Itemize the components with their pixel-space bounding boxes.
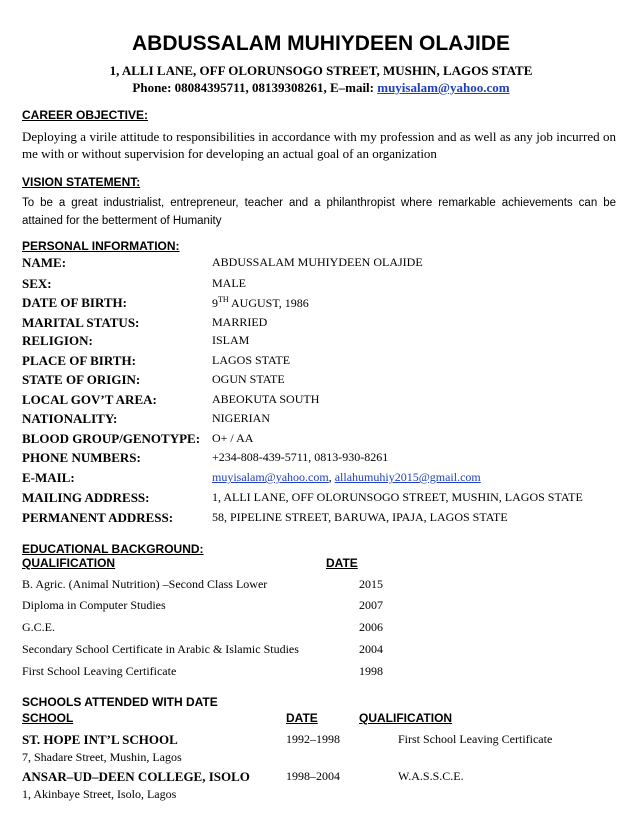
field-value: NIGERIAN: [212, 411, 270, 425]
personal-row-name: [22, 255, 620, 275]
field-label: MAILING ADDRESS:: [22, 490, 150, 505]
field-label: RELIGION:: [22, 333, 93, 348]
school-address: 1, Akinbaye Street, Isolo, Lagos: [22, 787, 177, 801]
field-value: O+ / AA: [212, 431, 254, 445]
school-name: ST. HOPE INT’L SCHOOL: [22, 732, 178, 747]
field-label: DATE OF BIRTH:: [22, 295, 127, 310]
field-label: PERMANENT ADDRESS:: [22, 510, 174, 525]
field-value: [212, 470, 481, 485]
education-qualification: Secondary School Certificate in Arabic & Islamic Studies: [22, 642, 299, 656]
field-value: ABEOKUTA SOUTH: [212, 392, 320, 406]
personal-row-email: [22, 470, 620, 490]
education-date: 1998: [359, 664, 383, 678]
education-qualification: Diploma in Computer Studies: [22, 598, 166, 612]
education-qualification: G.C.E.: [22, 620, 55, 634]
education-qualification: First School Leaving Certificate: [22, 664, 177, 678]
schools-col-date: DATE: [286, 711, 318, 725]
personal-row-dob: [22, 295, 620, 315]
field-label: MARITAL STATUS:: [22, 315, 140, 330]
school-row: [22, 732, 620, 768]
personal-row-birthplace: [22, 353, 620, 373]
field-label: STATE OF ORIGIN:: [22, 372, 141, 387]
school-qualification: First School Leaving Certificate: [398, 732, 553, 746]
contact-phone: Phone: 08084395711, 08139308261, E–mail:: [132, 80, 378, 95]
education-col-date: DATE: [326, 556, 358, 570]
field-value: MALE: [212, 276, 246, 290]
education-date: 2015: [359, 577, 383, 591]
school-qualification: W.A.S.S.C.E.: [398, 769, 464, 783]
personal-row-permanent: [22, 510, 620, 530]
field-label: PHONE NUMBERS:: [22, 450, 141, 465]
school-name: ANSAR–UD–DEEN COLLEGE, ISOLO: [22, 769, 250, 784]
dob-month-year: AUGUST, 1986: [228, 296, 309, 310]
field-value: +234-808-439-5711, 0813-930-8261: [212, 450, 389, 464]
field-label: E-MAIL:: [22, 470, 75, 485]
field-value: ISLAM: [212, 333, 250, 347]
contact-email-link[interactable]: muyisalam@yahoo.com: [377, 80, 510, 95]
field-value: OGUN STATE: [212, 372, 285, 386]
personal-row-blood: [22, 431, 620, 451]
field-value: LAGOS STATE: [212, 353, 291, 367]
personal-row-marital: [22, 315, 620, 335]
personal-row-origin: [22, 372, 620, 392]
field-value: MARRIED: [212, 315, 268, 329]
applicant-name: ABDUSSALAM MUHIYDEEN OLAJIDE: [131, 32, 511, 55]
education-col-qualification: QUALIFICATION: [22, 556, 116, 570]
contact-phone-email: [22, 80, 620, 96]
field-label: BLOOD GROUP/GENOTYPE:: [22, 431, 201, 446]
school-row: [22, 769, 620, 805]
field-label: LOCAL GOV’T AREA:: [22, 392, 157, 407]
field-value: [212, 295, 309, 311]
personal-row-mailing: [22, 490, 620, 510]
school-date: 1992–1998: [286, 732, 340, 746]
education-heading: EDUCATIONAL BACKGROUND:: [22, 542, 204, 556]
schools-col-qualification: QUALIFICATION: [359, 711, 453, 725]
career-objective-heading: CAREER OBJECTIVE:: [22, 108, 149, 122]
field-value: 58, PIPELINE STREET, BARUWA, IPAJA, LAGOS STATE: [212, 510, 508, 524]
education-date: 2006: [359, 620, 383, 634]
personal-row-sex: [22, 276, 620, 296]
career-objective-text: Deploying a virile attitude to responsibilities in accordance with my profession and as well as any job incurred on me with or without supervision for developing an actual goal of an organization: [22, 129, 616, 161]
email-link-yahoo[interactable]: muyisalam@yahoo.com: [212, 470, 329, 484]
email-separator: ,: [328, 470, 335, 484]
field-label: NAME:: [22, 255, 67, 270]
dob-day: 9: [212, 296, 218, 310]
field-value: 1, ALLI LANE, OFF OLORUNSOGO STREET, MUSHIN, LAGOS STATE: [212, 490, 583, 504]
school-address: 7, Shadare Street, Mushin, Lagos: [22, 750, 182, 764]
personal-row-lga: [22, 392, 620, 412]
vision-statement-heading: VISION STATEMENT:: [22, 175, 141, 189]
personal-row-religion: [22, 333, 620, 353]
personal-row-nationality: [22, 411, 620, 431]
education-qualification: B. Agric. (Animal Nutrition) –Second Class Lower: [22, 577, 268, 591]
education-date: 2007: [359, 598, 383, 612]
vision-statement-text: To be a great industrialist, entrepreneur, teacher and a philanthropist where remarkable achievements can be attained for the betterment of Humanity: [22, 197, 616, 227]
schools-col-school: SCHOOL: [22, 711, 74, 725]
school-date: 1998–2004: [286, 769, 340, 783]
schools-heading: SCHOOLS ATTENDED WITH DATE: [22, 695, 218, 709]
field-value: ABDUSSALAM MUHIYDEEN OLAJIDE: [212, 255, 423, 269]
email-link-gmail[interactable]: allahumuhiy2015@gmail.com: [334, 470, 481, 484]
contact-address: 1, ALLI LANE, OFF OLORUNSOGO STREET, MUSHIN, LAGOS STATE: [109, 63, 533, 78]
personal-row-phone: [22, 450, 620, 470]
education-date: 2004: [359, 642, 383, 656]
field-label: SEX:: [22, 276, 52, 291]
personal-information-heading: PERSONAL INFORMATION:: [22, 239, 180, 253]
field-label: PLACE OF BIRTH:: [22, 353, 136, 368]
dob-suffix: TH: [218, 295, 229, 304]
field-label: NATIONALITY:: [22, 411, 118, 426]
